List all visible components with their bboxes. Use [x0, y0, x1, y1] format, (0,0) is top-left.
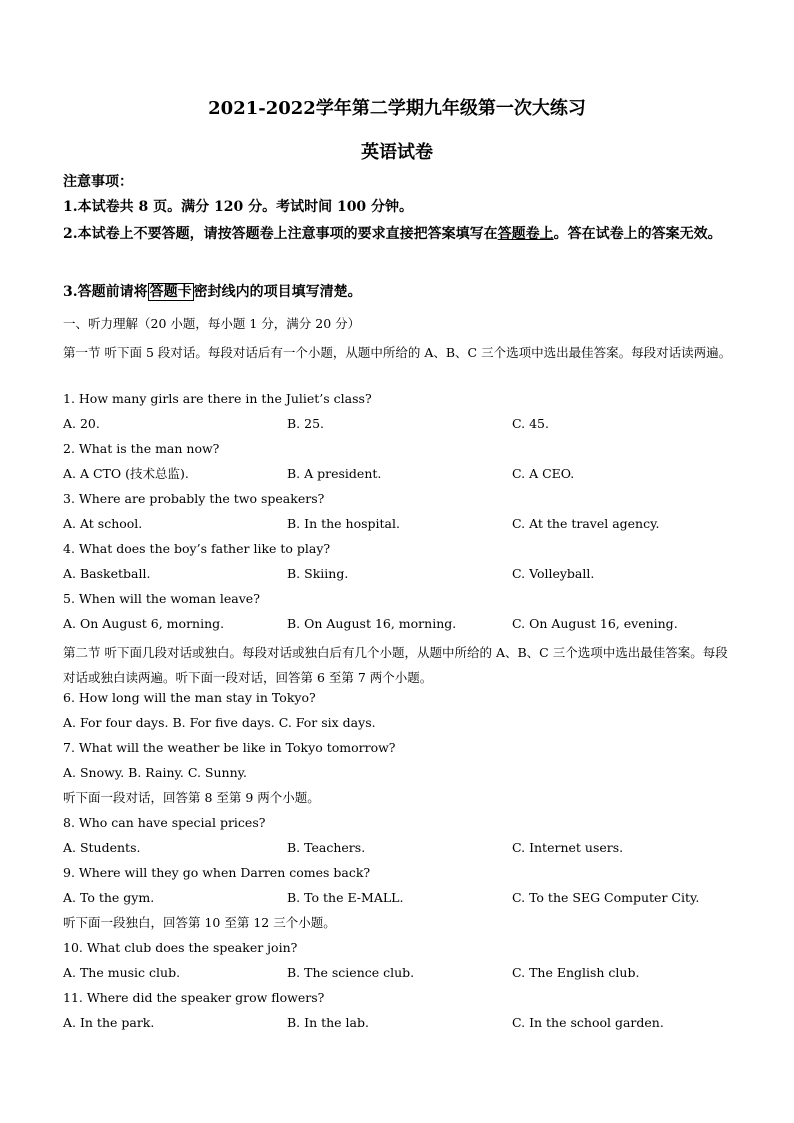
q4-option-a: A. Basketball.: [63, 566, 151, 581]
notice-heading: 注意事项：: [63, 174, 133, 190]
q7-options: A. Snowy. B. Rainy. C. Sunny.: [63, 765, 247, 780]
q4-option-c: C. Volleyball.: [512, 566, 595, 581]
q8-option-c: C. Internet users.: [512, 840, 624, 855]
instruction-q10-q12: 听下面一段独白，回答第 10 至第 12 三个小题。: [63, 915, 336, 930]
exam-title: 2021-2022学年第二学期九年级第一次大练习: [208, 98, 586, 119]
q8-option-b: B. Teachers.: [287, 840, 366, 855]
q9-option-b: B. To the E-MALL.: [287, 890, 404, 905]
question-2: 2. What is the man now?: [63, 441, 220, 456]
question-11: 11. Where did the speaker grow flowers?: [63, 990, 325, 1005]
q8-option-a: A. Students.: [63, 840, 141, 855]
q11-option-a: A. In the park.: [63, 1015, 155, 1030]
question-6: 6. How long will the man stay in Tokyo?: [63, 690, 316, 705]
question-7: 7. What will the weather be like in Tokyo tomorrow?: [63, 740, 396, 755]
q1-option-b: B. 25.: [287, 416, 325, 431]
exam-subtitle: 英语试卷: [361, 142, 433, 163]
question-4: 4. What does the boy’s father like to play?: [63, 541, 331, 556]
answer-card-boxed: 答题卡: [149, 284, 192, 300]
q10-option-a: A. The music club.: [63, 965, 181, 980]
notice-item-1: 1.本试卷共 8 页。满分 120 分。考试时间 100 分钟。: [63, 199, 414, 215]
q5-option-a: A. On August 6, morning.: [63, 616, 225, 631]
part-2-instruction: 第二节 听下面几段对话或独白。每段对话或独白后有几个小题，从题中所给的 A、B、C 三个选项中选出最佳答案。每段对话或独白读两遍。听下面一段对话，回答第 6 至第 7 两个小题。: [63, 645, 728, 685]
q2-option-b: B. A president.: [287, 466, 382, 481]
notice-item-2: 2.本试卷上不要答题，请按答题卷上注意事项的要求直接把答案填写在答题卷上。答在试卷上的答案无效。: [63, 226, 722, 242]
question-1: 1. How many girls are there in the Juliet’s class?: [63, 391, 372, 406]
q5-option-c: C. On August 16, evening.: [512, 616, 678, 631]
q5-option-b: B. On August 16, morning.: [287, 616, 457, 631]
question-9: 9. Where will they go when Darren comes back?: [63, 865, 371, 880]
q11-option-c: C. In the school garden.: [512, 1015, 664, 1030]
q3-option-a: A. At school.: [63, 516, 143, 531]
q1-option-a: A. 20.: [63, 416, 100, 431]
q11-option-b: B. In the lab.: [287, 1015, 369, 1030]
question-3: 3. Where are probably the two speakers?: [63, 491, 325, 506]
q3-option-c: C. At the travel agency.: [512, 516, 660, 531]
q9-option-a: A. To the gym.: [63, 890, 155, 905]
section-title: 一、听力理解（20 小题，每小题 1 分，满分 20 分）: [63, 316, 361, 331]
q6-options: A. For four days. B. For five days. C. For six days.: [63, 715, 376, 730]
q2-option-c: C. A CEO.: [512, 466, 575, 481]
q10-option-c: C. The English club.: [512, 965, 640, 980]
question-5: 5. When will the woman leave?: [63, 591, 260, 606]
q10-option-b: B. The science club.: [287, 965, 415, 980]
q3-option-b: B. In the hospital.: [287, 516, 400, 531]
q9-option-c: C. To the SEG Computer City.: [512, 890, 700, 905]
q4-option-b: B. Skiing.: [287, 566, 349, 581]
part-1-instruction: 第一节 听下面 5 段对话。每段对话后有一个小题，从题中所给的 A、B、C 三个选项中选出最佳答案。每段对话读两遍。: [63, 345, 732, 360]
answer-sheet-underline: 答题卷上: [497, 226, 554, 242]
notice-item-3: 3.答题前请将 答题卡 密封线内的项目填写清楚。: [63, 284, 362, 300]
question-10: 10. What club does the speaker join?: [63, 940, 298, 955]
q1-option-c: C. 45.: [512, 416, 549, 431]
instruction-q8-q9: 听下面一段对话，回答第 8 至第 9 两个小题。: [63, 790, 320, 805]
question-8: 8. Who can have special prices?: [63, 815, 266, 830]
q2-option-a: A. A CTO (技术总监).: [63, 466, 189, 481]
